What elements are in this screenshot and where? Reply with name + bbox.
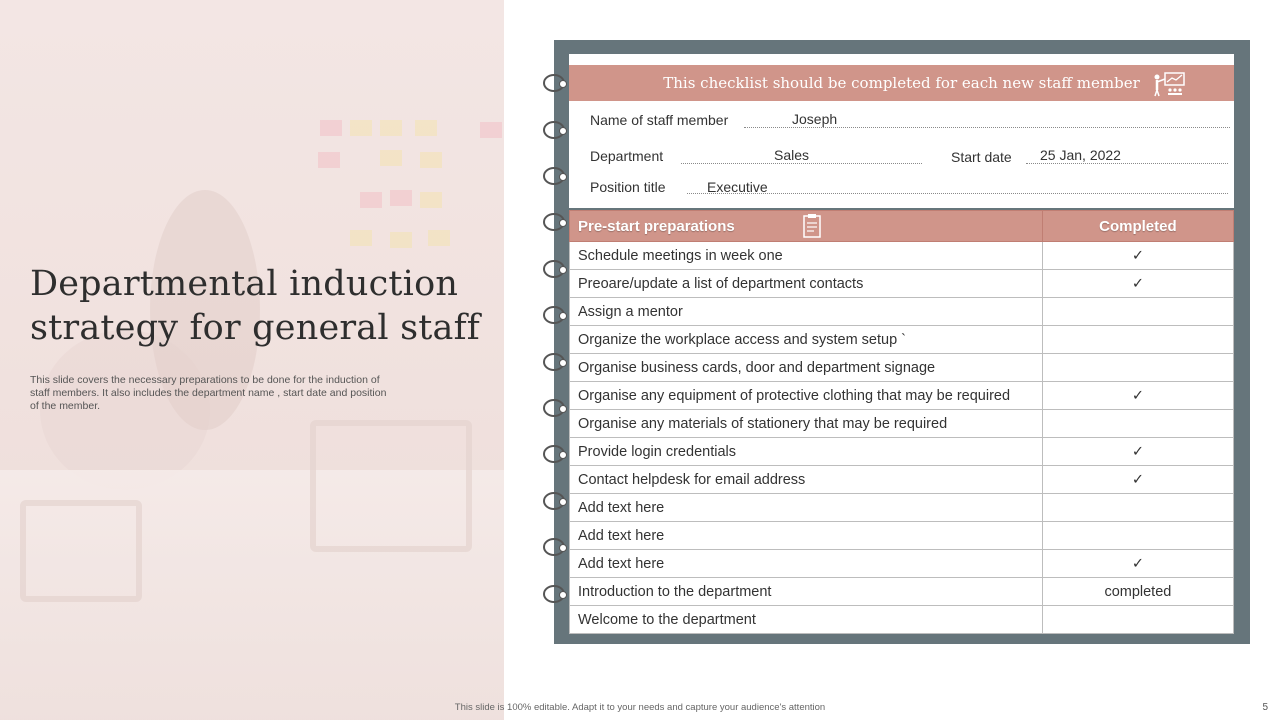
spiral-ring-icon bbox=[543, 306, 565, 324]
table-row bbox=[570, 326, 1234, 354]
department-label: Department bbox=[590, 148, 664, 164]
task-cell: Organise any materials of stationery that may be required bbox=[570, 410, 1043, 438]
table-row bbox=[570, 410, 1234, 438]
completed-cell[interactable] bbox=[1042, 326, 1233, 354]
page-number: 5 bbox=[1262, 702, 1268, 713]
task-cell: Organise any equipment of protective clothing that may be required bbox=[570, 382, 1043, 410]
checklist-header-title: This checklist should be completed for each new staff member bbox=[663, 74, 1140, 92]
task-cell: Contact helpdesk for email address bbox=[570, 466, 1043, 494]
table-row bbox=[570, 298, 1234, 326]
table-row bbox=[570, 494, 1234, 522]
start-date-value[interactable]: 25 Jan, 2022 bbox=[1040, 147, 1121, 163]
table-row bbox=[570, 242, 1234, 270]
task-cell: Organise business cards, door and department signage bbox=[570, 354, 1043, 382]
table-row bbox=[570, 522, 1234, 550]
staff-name-line bbox=[744, 127, 1230, 128]
clipboard-icon bbox=[802, 213, 822, 239]
completed-cell[interactable] bbox=[1042, 606, 1233, 634]
spiral-ring-icon bbox=[543, 585, 565, 603]
task-cell: Organize the workplace access and system setup ` bbox=[570, 326, 1043, 354]
slide-description: This slide covers the necessary preparations to be done for the induction of staff members. It also includes the department name , start date and position of the member. bbox=[30, 374, 387, 412]
task-cell: Assign a mentor bbox=[570, 298, 1043, 326]
department-line bbox=[681, 163, 922, 164]
completed-cell[interactable] bbox=[1042, 410, 1233, 438]
completed-cell[interactable] bbox=[1042, 522, 1233, 550]
completed-cell[interactable]: ✓ bbox=[1042, 270, 1233, 298]
presentation-icon bbox=[1152, 71, 1186, 97]
spiral-ring-icon bbox=[543, 492, 565, 510]
department-value[interactable]: Sales bbox=[774, 147, 810, 163]
table-row bbox=[570, 354, 1234, 382]
task-cell: Add text here bbox=[570, 550, 1043, 578]
task-cell: Preoare/update a list of department contacts bbox=[570, 270, 1043, 298]
spiral-ring-icon bbox=[543, 399, 565, 417]
spiral-ring-icon bbox=[543, 74, 565, 92]
left-panel bbox=[0, 0, 504, 720]
column-header-completed: Completed bbox=[1042, 211, 1233, 242]
checklist-header bbox=[569, 65, 1234, 101]
table-row bbox=[570, 606, 1234, 634]
spiral-ring-icon bbox=[543, 538, 565, 556]
spiral-ring-icon bbox=[543, 167, 565, 185]
table-row bbox=[570, 382, 1234, 410]
table-row bbox=[570, 578, 1234, 606]
table-row bbox=[570, 466, 1234, 494]
spiral-ring-icon bbox=[543, 213, 565, 231]
completed-cell[interactable]: ✓ bbox=[1042, 242, 1233, 270]
background-photo bbox=[0, 0, 504, 720]
staff-name-label: Name of staff member bbox=[590, 112, 729, 128]
position-title-value[interactable]: Executive bbox=[707, 179, 768, 195]
checklist-table bbox=[569, 210, 1234, 634]
completed-cell[interactable] bbox=[1042, 298, 1233, 326]
column-header-preparations: Pre-start preparations bbox=[570, 211, 1043, 242]
completed-cell[interactable]: ✓ bbox=[1042, 382, 1233, 410]
completed-cell[interactable]: ✓ bbox=[1042, 550, 1233, 578]
table-row bbox=[570, 270, 1234, 298]
position-title-line bbox=[687, 193, 1228, 194]
slide-footer: This slide is 100% editable. Adapt it to your needs and capture your audience's attention bbox=[454, 702, 826, 713]
task-cell: Provide login credentials bbox=[570, 438, 1043, 466]
spiral-ring-icon bbox=[543, 121, 565, 139]
completed-cell[interactable]: ✓ bbox=[1042, 466, 1233, 494]
task-cell: Introduction to the department bbox=[570, 578, 1043, 606]
position-title-label: Position title bbox=[590, 179, 666, 195]
task-cell: Add text here bbox=[570, 522, 1043, 550]
spiral-ring-icon bbox=[543, 353, 565, 371]
spiral-ring-icon bbox=[543, 445, 565, 463]
table-row bbox=[570, 438, 1234, 466]
start-date-line bbox=[1026, 163, 1228, 164]
task-cell: Schedule meetings in week one bbox=[570, 242, 1043, 270]
table-row bbox=[570, 550, 1234, 578]
spiral-ring-icon bbox=[543, 260, 565, 278]
task-cell: Add text here bbox=[570, 494, 1043, 522]
task-cell: Welcome to the department bbox=[570, 606, 1043, 634]
completed-cell[interactable] bbox=[1042, 354, 1233, 382]
completed-cell[interactable] bbox=[1042, 494, 1233, 522]
completed-cell[interactable]: completed bbox=[1042, 578, 1233, 606]
staff-name-value[interactable]: Joseph bbox=[792, 111, 838, 127]
table-header-row bbox=[570, 211, 1234, 242]
page-title: Departmental induction strategy for general staff bbox=[30, 264, 480, 348]
completed-cell[interactable]: ✓ bbox=[1042, 438, 1233, 466]
start-date-label: Start date bbox=[951, 149, 1012, 165]
